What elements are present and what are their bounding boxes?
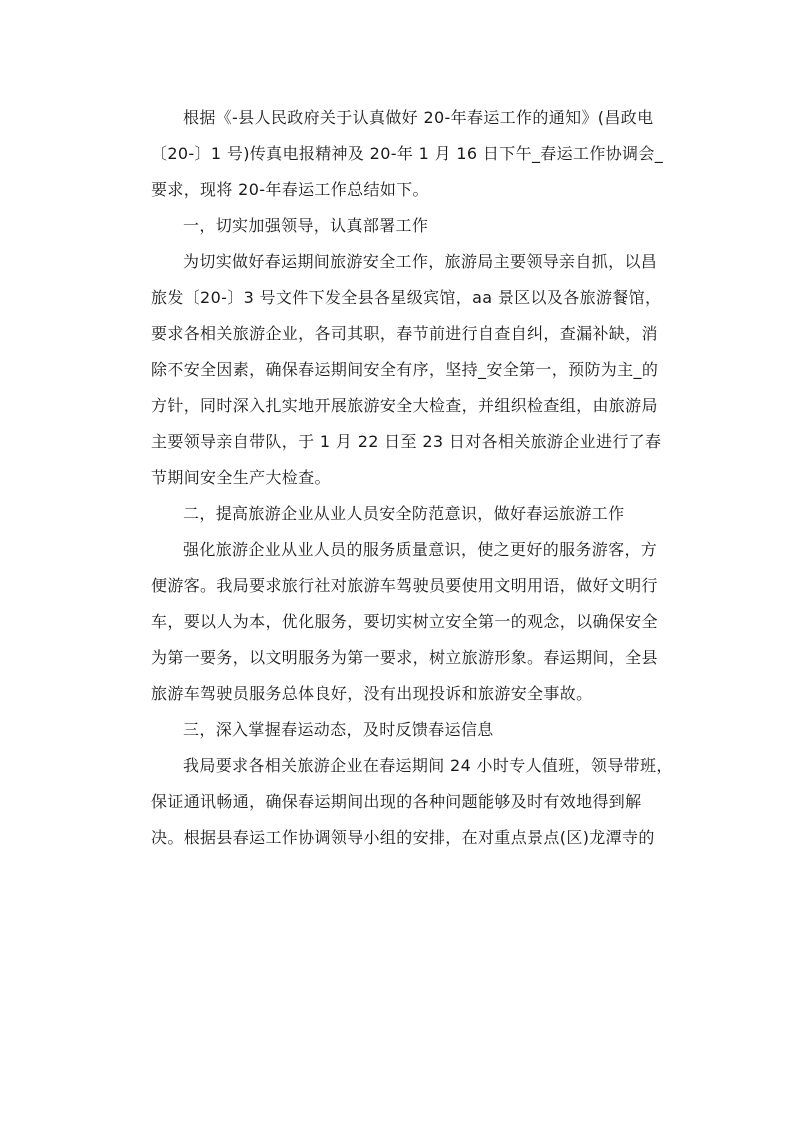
heading-line: 三，深入掌握春运动态，及时反馈春运信息 xyxy=(183,720,494,739)
section-2-body xyxy=(119,532,675,712)
text-line: 我局要求各相关旅游企业在春运期间 24 小时专人值班，领导带班， xyxy=(183,756,673,775)
text-line: 强化旅游企业从业人员的服务质量意识，使之更好的服务游客，方 xyxy=(183,540,658,559)
text-line: 决。根据县春运工作协调领导小组的安排，在对重点景点(区)龙潭寺的 xyxy=(151,828,655,847)
text-line: 方针，同时深入扎实地开展旅游安全大检查，并组织检查组，由旅游局 xyxy=(151,396,658,415)
section-1-body xyxy=(119,244,675,496)
text-line: 为第一要务，以文明服务为第一要求，树立旅游形象。春运期间，全县 xyxy=(151,648,658,667)
text-line: 节期间安全生产大检查。 xyxy=(151,468,331,487)
section-3-body xyxy=(119,748,675,856)
text-line: 车，要以人为本，优化服务，要切实树立安全第一的观念，以确保安全 xyxy=(151,612,658,631)
text-line: 旅发〔20-〕3 号文件下发全县各星级宾馆，aa 景区以及各旅游餐馆， xyxy=(151,288,662,307)
intro-paragraph xyxy=(119,100,675,208)
document-page xyxy=(119,100,675,856)
text-line: 便游客。我局要求旅行社对旅游车驾驶员要使用文明用语，做好文明行 xyxy=(151,576,658,595)
heading-line: 二，提高旅游企业从业人员安全防范意识，做好春运旅游工作 xyxy=(183,504,625,523)
section-heading-3 xyxy=(119,712,675,748)
section-heading-1 xyxy=(119,208,675,244)
section-heading-2 xyxy=(119,496,675,532)
heading-line: 一，切实加强领导，认真部署工作 xyxy=(183,216,429,235)
text-line: 要求各相关旅游企业，各司其职，春节前进行自查自纠，查漏补缺，消 xyxy=(151,324,658,343)
text-line: 保证通讯畅通，确保春运期间出现的各种问题能够及时有效地得到解 xyxy=(151,792,642,811)
text-line: 〔20-〕1 号)传真电报精神及 20-年 1 月 16 日下午_春运工作协调会_ xyxy=(151,144,664,163)
text-line: 根据《-县人民政府关于认真做好 20-年春运工作的通知》(昌政电 xyxy=(183,108,654,127)
text-line: 主要领导亲自带队，于 1 月 22 日至 23 日对各相关旅游企业进行了春 xyxy=(151,432,662,451)
text-line: 除不安全因素，确保春运期间安全有序，坚持_安全第一，预防为主_的 xyxy=(151,360,659,379)
text-line: 为切实做好春运期间旅游安全工作，旅游局主要领导亲自抓，以昌 xyxy=(183,252,658,271)
text-line: 旅游车驾驶员服务总体良好，没有出现投诉和旅游安全事故。 xyxy=(151,684,593,703)
text-line: 要求，现将 20-年春运工作总结如下。 xyxy=(151,180,429,199)
